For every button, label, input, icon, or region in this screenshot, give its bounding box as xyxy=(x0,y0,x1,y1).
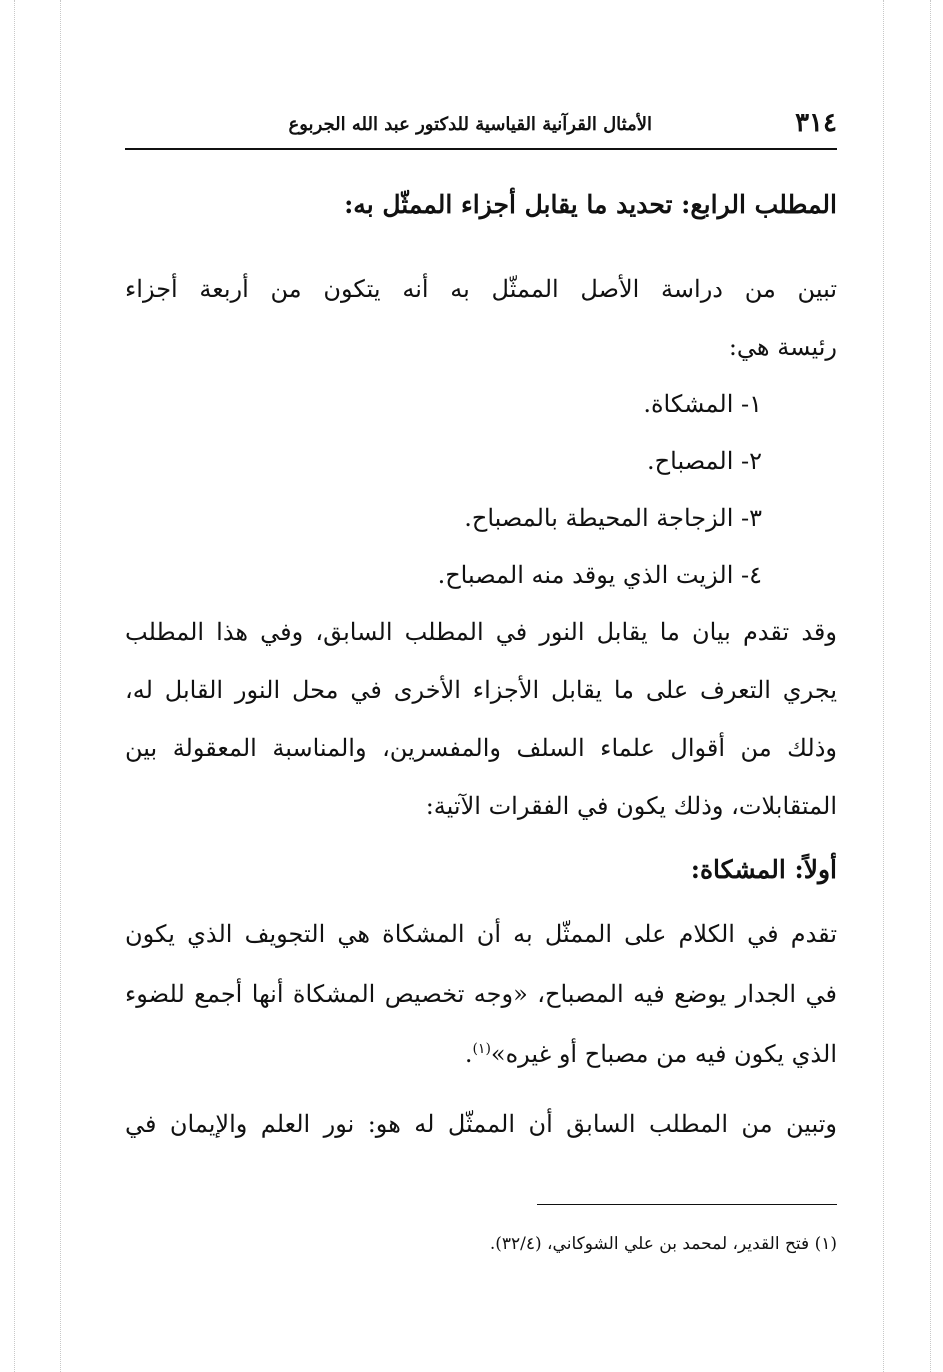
intro-line-1: تبين من دراسة الأصل الممثّل به أنه يتكون من أربعة أجزاء xyxy=(125,275,837,303)
paragraph-4-line-1: وتبين من المطلب السابق أن الممثّل له هو: نور العلم والإيمان في xyxy=(125,1110,837,1138)
paragraph-3-end: . xyxy=(464,1040,473,1068)
scan-margin-dots xyxy=(14,0,15,1372)
footnote-rule xyxy=(537,1204,837,1205)
intro-line-2: رئيسة هي: xyxy=(728,333,837,361)
paragraph-3-line-1: تقدم في الكلام على الممثّل به أن المشكاة هي التجويف الذي يكون xyxy=(125,920,837,948)
list-item: ٤- الزيت الذي يوقد منه المصباح. xyxy=(437,561,762,589)
list-item: ٣- الزجاجة المحيطة بالمصباح. xyxy=(464,504,762,532)
paragraph-3-line-3 xyxy=(125,1040,837,1068)
header-rule xyxy=(125,148,837,150)
paragraph-2-line-3: وذلك من أقوال علماء السلف والمفسرين، والمناسبة المعقولة بين xyxy=(125,734,837,762)
list-item: ٢- المصباح. xyxy=(647,447,762,475)
scan-margin-dots xyxy=(883,0,884,1372)
paragraph-3-text: الذي يكون فيه من مصباح أو غيره» xyxy=(490,1040,837,1068)
scan-margin-dots xyxy=(60,0,61,1372)
section-heading: المطلب الرابع: تحديد ما يقابل أجزاء الممثّل به: xyxy=(344,190,837,219)
footnote: (١) فتح القدير، لمحمد بن علي الشوكاني، (٣٢/٤). xyxy=(489,1234,837,1254)
paragraph-2-line-1: وقد تقدم بيان ما يقابل النور في المطلب السابق، وفي هذا المطلب xyxy=(125,618,837,646)
page-number: ٣١٤ xyxy=(795,108,837,138)
list-item: ١- المشكاة. xyxy=(643,390,762,418)
scan-margin-dots xyxy=(930,0,931,1372)
page-header xyxy=(125,108,837,148)
paragraph-2-line-4: المتقابلات، وذلك يكون في الفقرات الآتية: xyxy=(425,792,837,820)
subheading-mishkat: أولاً: المشكاة: xyxy=(690,855,837,884)
footnote-ref: (١) xyxy=(472,1041,491,1057)
running-title: الأمثال القرآنية القياسية للدكتور عبد الله الجربوع xyxy=(288,114,652,135)
paragraph-3-line-2: في الجدار يوضع فيه المصباح، «وجه تخصيص المشكاة أنها أجمع للضوء xyxy=(125,980,837,1008)
paragraph-2-line-2: يجري التعرف على ما يقابل الأجزاء الأخرى في محل النور القابل له، xyxy=(125,676,837,704)
